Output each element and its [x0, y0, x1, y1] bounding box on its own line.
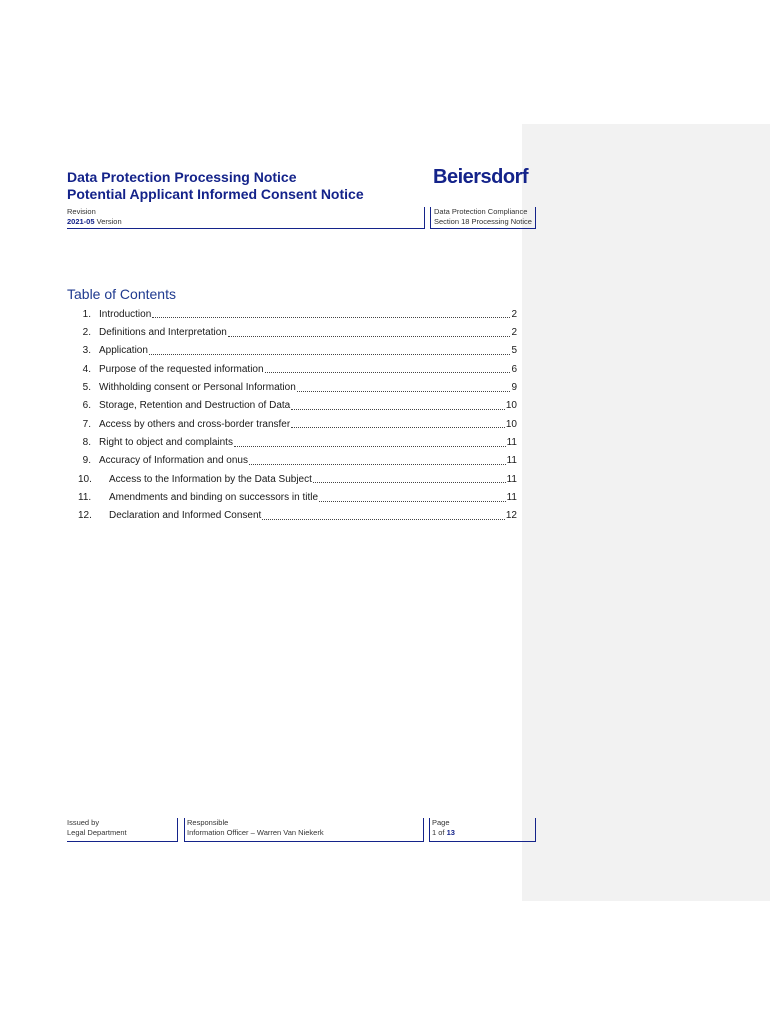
toc-entry[interactable]: [67, 433, 517, 451]
comment-pane: [522, 124, 770, 901]
toc-entry-number: 5.: [82, 382, 91, 394]
toc-entry[interactable]: [67, 305, 517, 323]
page-number: 1 of 13: [432, 828, 455, 837]
toc-entry-page: 2: [511, 308, 517, 320]
toc-entry[interactable]: [67, 360, 517, 378]
toc-entry-number: 9.: [82, 455, 91, 467]
toc-dot-leader: [291, 427, 505, 428]
issued-by-cell: [67, 818, 178, 842]
toc-entry-title: Introduction: [99, 308, 152, 320]
toc-entry-title: Application: [99, 345, 148, 357]
page-footer: [67, 818, 536, 842]
responsible-cell: [184, 818, 424, 842]
toc-entry-title: Right to object and complaints: [99, 437, 233, 449]
toc-entry-title: Declaration and Informed Consent: [109, 510, 262, 522]
toc-dot-leader: [228, 336, 511, 337]
responsible-label: Responsible: [187, 818, 229, 827]
toc-entry-number: 4.: [82, 363, 91, 375]
toc-dot-leader: [265, 372, 511, 373]
responsible-value: Information Officer – Warren Van Niekerk: [187, 828, 324, 837]
toc-entry-title: Definitions and Interpretation: [99, 327, 227, 339]
toc-entry-page: 11: [506, 492, 517, 504]
title-line-1: Data Protection Processing Notice: [67, 169, 297, 185]
title-line-2: Potential Applicant Informed Consent Notice: [67, 186, 364, 202]
beiersdorf-logo: Beiersdorf: [433, 166, 529, 188]
toc-entry-page: 2: [511, 327, 517, 339]
toc-entry-number: 7.: [82, 418, 91, 430]
toc-entry-number: 2.: [82, 327, 91, 339]
document-title: [67, 169, 364, 203]
toc-dot-leader: [291, 409, 505, 410]
toc-entry[interactable]: [67, 470, 517, 488]
toc-entry-number: 6.: [82, 400, 91, 412]
revision-cell: [67, 207, 425, 229]
toc-entry-page: 5: [511, 345, 517, 357]
toc-entry[interactable]: [67, 397, 517, 415]
toc-entry-number: 8.: [82, 437, 91, 449]
page-label: Page: [432, 818, 450, 827]
toc-entry-page: 11: [506, 455, 517, 467]
compliance-cell: [430, 207, 536, 229]
toc-entry-title: Purpose of the requested information: [99, 363, 264, 375]
compliance-line-1: Data Protection Compliance: [434, 207, 528, 216]
toc-entry[interactable]: [67, 507, 517, 525]
toc-entry-page: 6: [511, 363, 517, 375]
toc-entry-title: Accuracy of Information and onus: [99, 455, 248, 467]
toc-entry-number: 3.: [82, 345, 91, 357]
toc-entry-number: 10.: [78, 473, 92, 485]
toc-entry-page: 10: [505, 418, 517, 430]
toc-entry-title: Amendments and binding on successors in title: [109, 492, 319, 504]
table-of-contents: [67, 305, 517, 525]
toc-entry-page: 10: [505, 400, 517, 412]
compliance-line-2: Section 18 Processing Notice: [434, 217, 532, 226]
toc-dot-leader: [234, 446, 506, 447]
toc-entry-title: Access by others and cross-border transfer: [99, 418, 291, 430]
toc-dot-leader: [249, 464, 506, 465]
toc-entry-title: Withholding consent or Personal Information: [99, 382, 296, 394]
issued-label: Issued by: [67, 818, 100, 827]
toc-entry-page: 9: [511, 382, 517, 394]
toc-dot-leader: [313, 482, 506, 483]
toc-entry-page: 11: [506, 437, 517, 449]
toc-entry-title: Access to the Information by the Data Subject: [109, 473, 312, 485]
toc-dot-leader: [152, 317, 510, 318]
toc-entry-number: 1.: [82, 308, 91, 320]
toc-heading: Table of Contents: [67, 286, 176, 302]
revision-label: Revision: [67, 207, 96, 216]
issued-value: Legal Department: [67, 828, 127, 837]
toc-entry[interactable]: [67, 342, 517, 360]
toc-dot-leader: [297, 391, 511, 392]
toc-entry[interactable]: [67, 323, 517, 341]
toc-entry[interactable]: [67, 452, 517, 470]
toc-dot-leader: [149, 354, 511, 355]
toc-entry[interactable]: [67, 378, 517, 396]
toc-dot-leader: [262, 519, 505, 520]
toc-entry-title: Storage, Retention and Destruction of Data: [99, 400, 291, 412]
toc-dot-leader: [319, 501, 506, 502]
toc-entry-page: 12: [505, 510, 517, 522]
toc-entry-page: 11: [506, 473, 517, 485]
toc-entry-number: 12.: [78, 510, 92, 522]
revision-value: 2021-05 Version: [67, 217, 122, 226]
toc-entry-number: 11.: [78, 492, 92, 504]
page-cell: [429, 818, 536, 842]
toc-entry[interactable]: [67, 488, 517, 506]
toc-entry[interactable]: [67, 415, 517, 433]
